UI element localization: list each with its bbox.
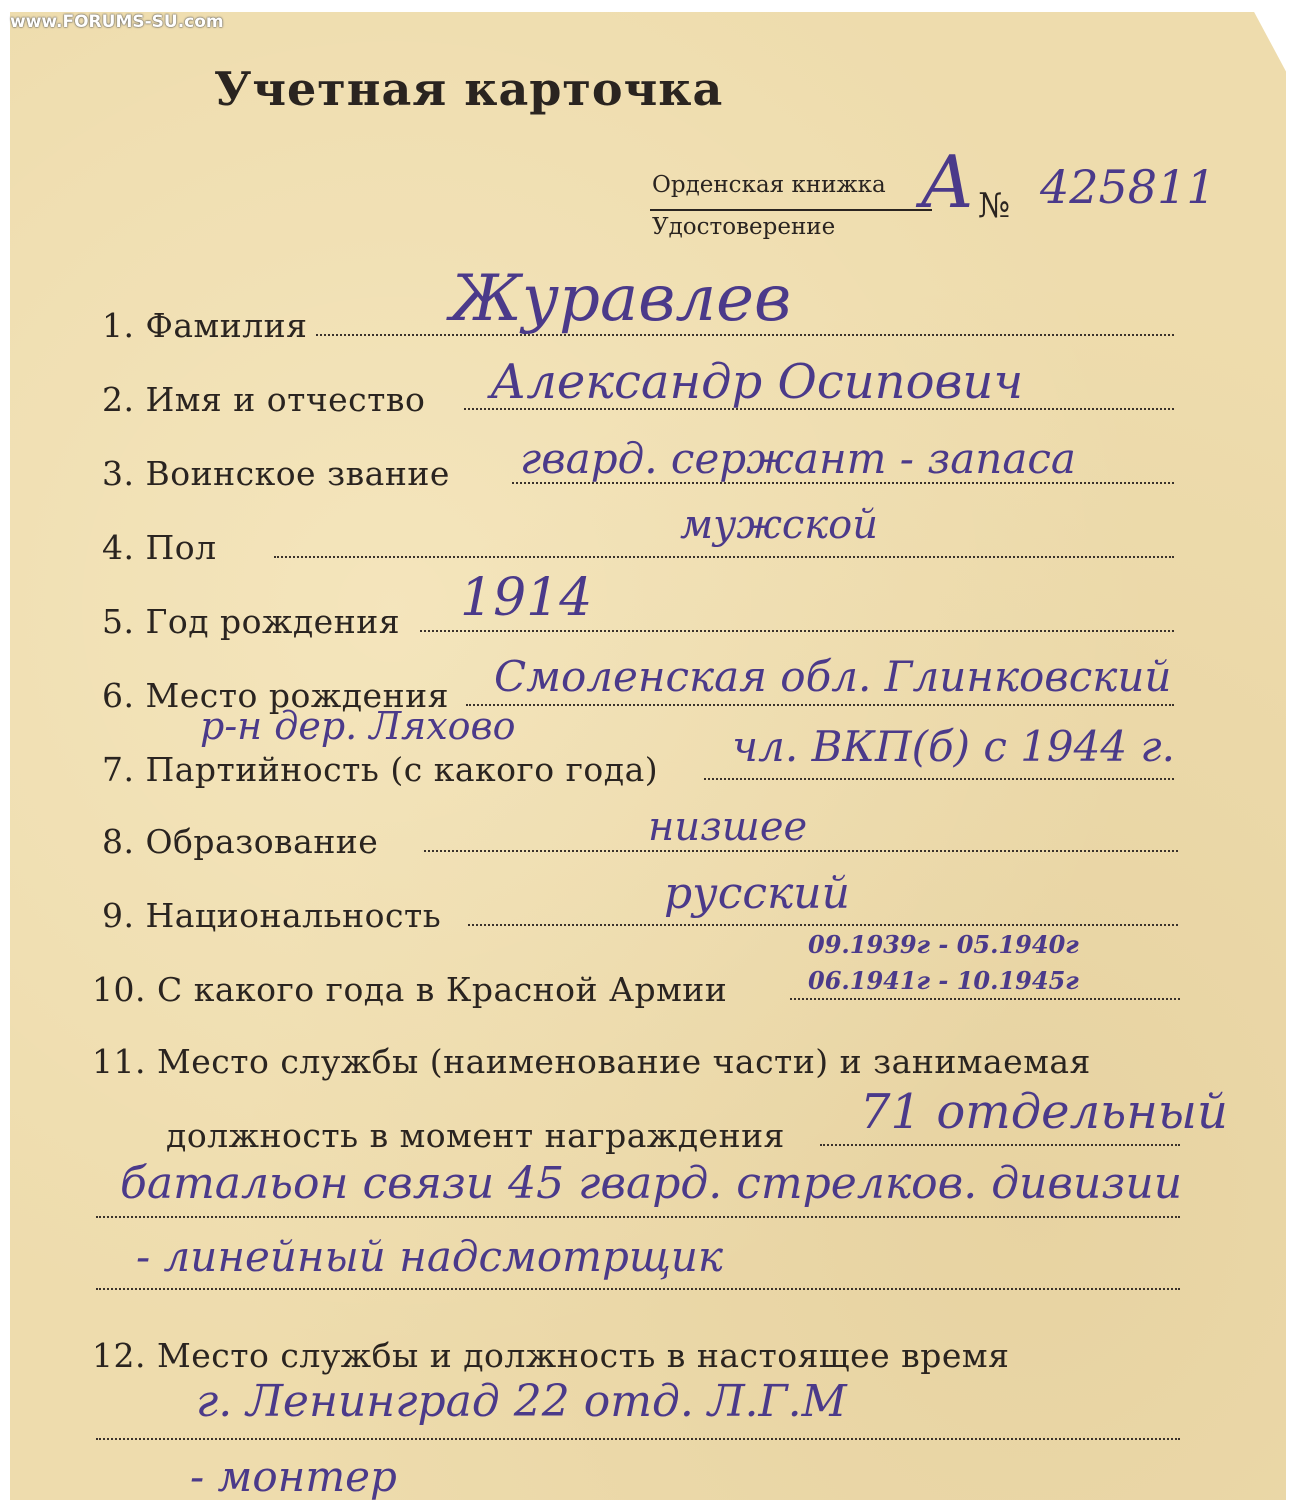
order-book-number: 425811: [1040, 160, 1216, 214]
field-line-birth-year: [420, 630, 1174, 632]
order-book-label: Орденская книжка: [652, 172, 886, 198]
field-label-surname: 1. Фамилия: [102, 306, 308, 345]
field-line-sex: [274, 556, 1174, 558]
field-line-current-service: [96, 1438, 1180, 1440]
field-label-nationality: 9. Национальность: [102, 896, 442, 935]
field-value-service-place: 71 отдельный: [860, 1084, 1228, 1140]
field-value-current-service: г. Ленинград 22 отд. Л.Г.М: [196, 1376, 847, 1427]
field-line-service-place-3: [96, 1288, 1180, 1290]
field-label-birth-year: 5. Год рождения: [102, 602, 401, 641]
field-line-service-place: [820, 1144, 1180, 1146]
card-title: Учетная карточка: [214, 62, 724, 116]
field-value-army-since-line2: 06.1941г - 10.1945г: [808, 966, 1079, 995]
certificate-label: Удостоверение: [652, 214, 836, 240]
field-label-birthplace: 6. Место рождения: [102, 676, 449, 715]
field-value-service-place-line3: - линейный надсмотрщик: [136, 1232, 724, 1281]
field-label-current-service: 12. Место службы и должность в настоящее время: [92, 1336, 1010, 1375]
field-value-army-since-line1: 09.1939г - 05.1940г: [808, 930, 1079, 959]
field-label-army-since: 10. С какого года в Красной Армии: [92, 970, 728, 1009]
field-label-service-place: 11. Место службы (наименование части) и занимаемая: [92, 1042, 1091, 1081]
field-label-service-place-line2: должность в момент награждения: [166, 1116, 785, 1155]
watermark: www.FORUMS-SU.com: [10, 12, 224, 32]
field-value-surname: Журавлев: [450, 262, 792, 336]
field-value-birthplace: Смоленская обл. Глинковский: [494, 652, 1172, 701]
field-value-name: Александр Осипович: [490, 354, 1024, 410]
field-line-party: [704, 778, 1174, 780]
field-value-service-place-line2: батальон связи 45 гвард. стрелков. дивизии: [120, 1158, 1183, 1209]
field-value-rank: гвард. сержант - запаса: [520, 434, 1076, 483]
field-label-rank: 3. Воинское звание: [102, 454, 450, 493]
field-line-birthplace: [466, 704, 1174, 706]
field-value-nationality: русский: [664, 868, 850, 919]
field-value-birth-year: 1914: [460, 568, 593, 628]
field-value-education: низшее: [648, 804, 808, 850]
series-letter: А: [920, 140, 975, 224]
field-label-sex: 4. Пол: [102, 528, 217, 567]
field-value-party: чл. ВКП(б) с 1944 г.: [732, 722, 1176, 771]
certificate-strikethrough: [650, 209, 932, 211]
field-line-nationality: [468, 924, 1178, 926]
field-label-party: 7. Партийность (с какого года): [102, 750, 659, 789]
field-value-current-service-line2: - монтер: [190, 1452, 397, 1501]
field-label-name: 2. Имя и отчество: [102, 380, 426, 419]
number-sign: №: [978, 186, 1011, 226]
field-label-education: 8. Образование: [102, 822, 379, 861]
field-value-birthplace-line2: р-н дер. Ляхово: [200, 704, 516, 748]
field-line-service-place-2: [96, 1216, 1180, 1218]
field-line-education: [424, 850, 1178, 852]
field-line-army-since: [790, 998, 1180, 1000]
field-value-sex: мужской: [680, 502, 878, 548]
